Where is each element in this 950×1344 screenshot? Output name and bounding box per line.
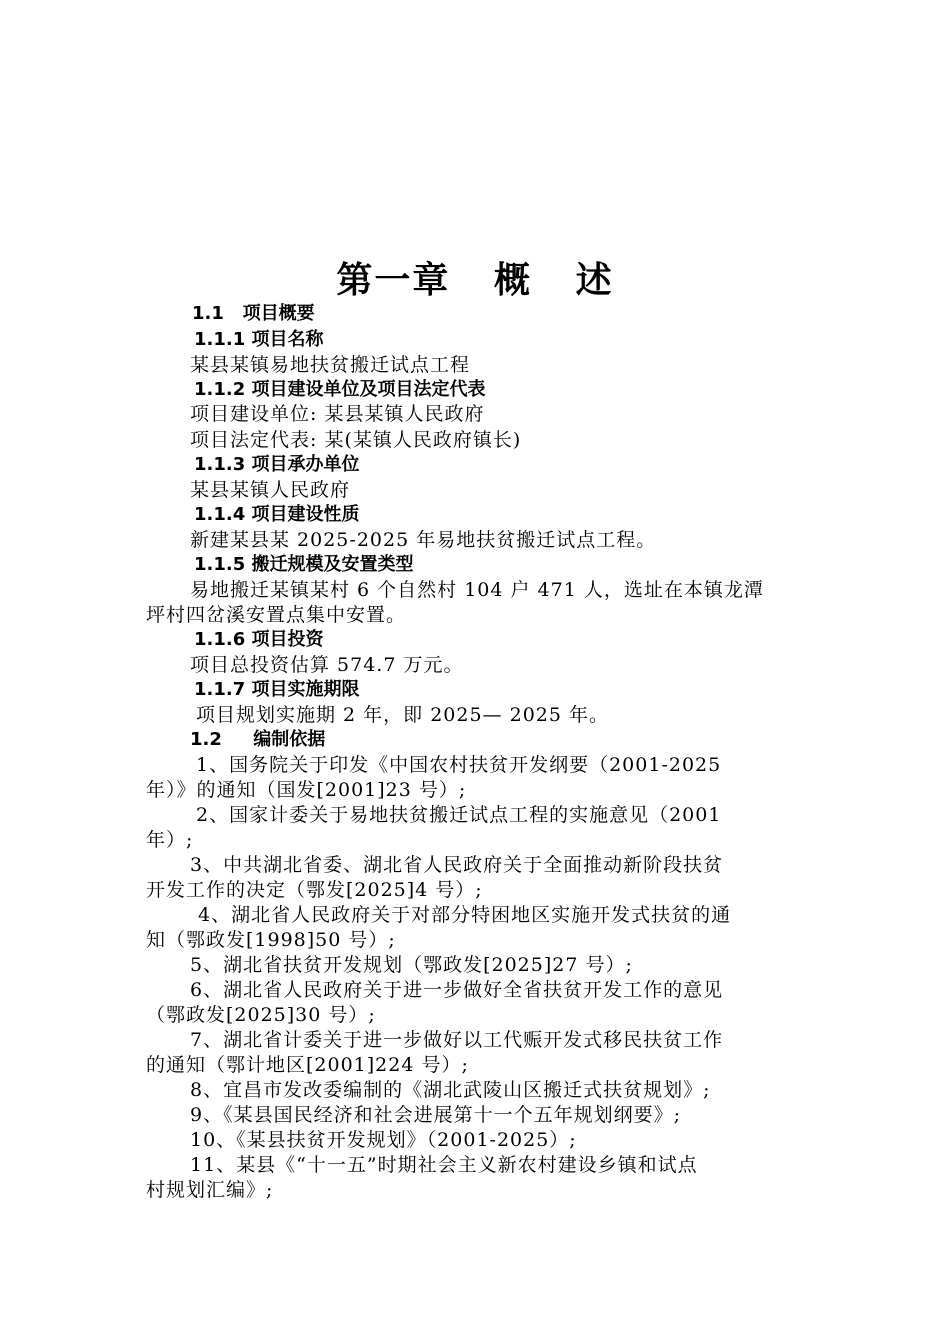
chapter-title: 第一章 概 述 xyxy=(336,260,614,301)
paragraph: 某县某镇人民政府 xyxy=(190,479,351,501)
paragraph: 项目法定代表: 某(某镇人民政府镇长) xyxy=(190,429,522,451)
section-heading-1-1: 1.1 项目概要 xyxy=(192,303,315,324)
subsection-heading-1-1-5: 1.1.5 搬迁规模及安置类型 xyxy=(194,554,414,575)
paragraph: 项目总投资估算 574.7 万元。 xyxy=(190,654,464,676)
list-item: 村规划汇编》; xyxy=(146,1179,274,1201)
list-item: 1、国务院关于印发《中国农村扶贫开发纲要（2001-2025 xyxy=(196,754,722,776)
subsection-heading-1-1-3: 1.1.3 项目承办单位 xyxy=(194,454,360,475)
paragraph: 易地搬迁某镇某村 6 个自然村 104 户 471 人，选址在本镇龙潭 xyxy=(190,579,764,601)
list-item: 4、湖北省人民政府关于对部分特困地区实施开发式扶贫的通 xyxy=(198,904,732,926)
list-item: 的通知（鄂计地区[2001]224 号）; xyxy=(146,1054,469,1076)
paragraph: 项目规划实施期 2 年，即 2025— 2025 年。 xyxy=(196,704,609,726)
paragraph: 某县某镇易地扶贫搬迁试点工程 xyxy=(190,354,471,376)
list-item: （鄂政发[2025]30 号）; xyxy=(146,1004,376,1026)
list-item: 3、中共湖北省委、湖北省人民政府关于全面推动新阶段扶贫 xyxy=(190,854,724,876)
subsection-heading-1-1-2: 1.1.2 项目建设单位及项目法定代表 xyxy=(194,379,486,400)
section-heading-1-2: 1.2 编制依据 xyxy=(190,729,326,750)
subsection-heading-1-1-6: 1.1.6 项目投资 xyxy=(194,629,324,650)
list-item: 9、《某县国民经济和社会进展第十一个五年规划纲要》; xyxy=(190,1104,681,1126)
list-item: 2、国家计委关于易地扶贫搬迁试点工程的实施意见（2001 xyxy=(196,804,722,826)
list-item: 8、宜昌市发改委编制的《湖北武陵山区搬迁式扶贫规划》; xyxy=(190,1079,711,1101)
paragraph: 坪村四岔溪安置点集中安置。 xyxy=(146,604,407,626)
list-item: 11、某县《“十一五”时期社会主义新农村建设乡镇和试点 xyxy=(190,1154,698,1176)
list-item: 开发工作的决定（鄂发[2025]4 号）; xyxy=(146,879,483,901)
list-item: 7、湖北省计委关于进一步做好以工代赈开发式移民扶贫工作 xyxy=(190,1029,724,1051)
list-item: 10、《某县扶贫开发规划》（2001-2025）; xyxy=(190,1129,577,1151)
subsection-heading-1-1-7: 1.1.7 项目实施期限 xyxy=(194,679,360,700)
paragraph: 新建某县某 2025-2025 年易地扶贫搬迁试点工程。 xyxy=(190,529,657,551)
list-item: 知（鄂政发[1998]50 号）; xyxy=(146,929,396,951)
subsection-heading-1-1-4: 1.1.4 项目建设性质 xyxy=(194,504,360,525)
list-item: 年）; xyxy=(146,829,194,851)
list-item: 年）》的通知（国发[2001]23 号）; xyxy=(146,779,467,801)
subsection-heading-1-1-1: 1.1.1 项目名称 xyxy=(194,329,324,350)
list-item: 5、湖北省扶贫开发规划（鄂政发[2025]27 号）; xyxy=(190,954,633,976)
list-item: 6、湖北省人民政府关于进一步做好全省扶贫开发工作的意见 xyxy=(190,979,724,1001)
paragraph: 项目建设单位: 某县某镇人民政府 xyxy=(190,403,485,425)
